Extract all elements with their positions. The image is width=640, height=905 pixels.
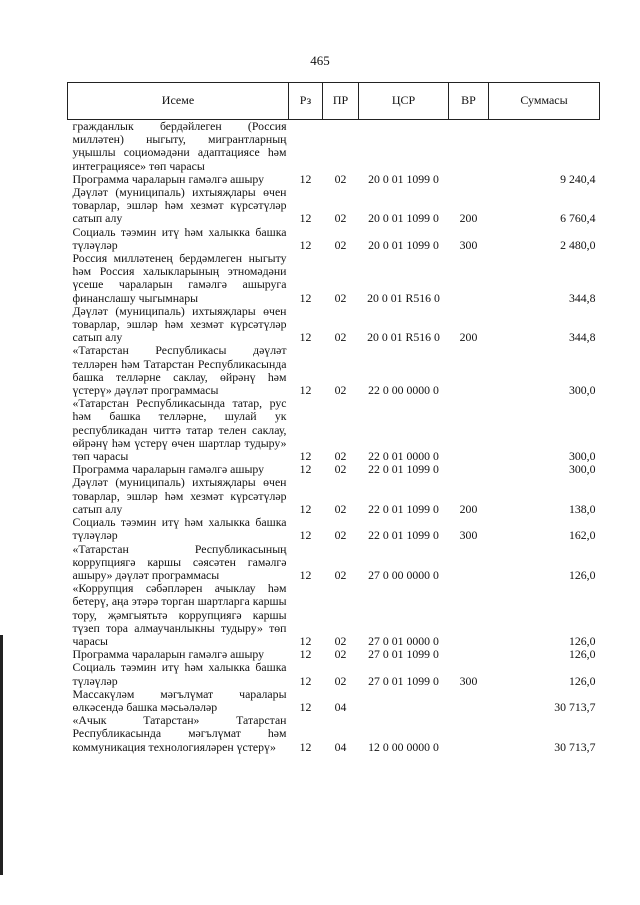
row-vr: 300 — [459, 237, 478, 252]
row-csr: 27 0 01 1099 0 — [368, 673, 439, 688]
row-pr: 02 — [334, 501, 347, 516]
row-rz: 12 — [299, 528, 312, 543]
row-csr — [359, 688, 449, 714]
row-name: «Коррупция сәбәпләрен ачыклау һәм бетерү, аңа этәрә торган шартларга каршы тору, җәмгыятьтә коррупциягә каршы түзеп тора алмаучанлыкны тудыру» төп чарасы — [72, 581, 287, 648]
row-vr — [449, 120, 489, 173]
row-csr: 22 0 00 0000 0 — [368, 383, 439, 398]
row-csr: 22 0 01 1099 0 — [368, 462, 439, 477]
header-name: Исеме — [68, 83, 289, 120]
row-pr: 02 — [334, 462, 347, 477]
table-row — [68, 252, 600, 305]
row-sum: 162,0 — [568, 528, 596, 543]
row-pr: 02 — [334, 290, 347, 305]
row-rz: 12 — [299, 383, 312, 398]
row-name: Социаль тәэмин итү һәм халыкка башка түләүләр — [72, 515, 287, 543]
header-sum: Суммасы — [489, 83, 600, 120]
row-csr: 20 0 01 1099 0 — [368, 237, 439, 252]
table-row — [68, 397, 600, 463]
row-sum: 6 760,4 — [560, 211, 596, 226]
table-row — [68, 688, 600, 714]
row-pr: 02 — [334, 673, 347, 688]
row-pr — [323, 120, 359, 173]
row-vr — [449, 397, 489, 463]
row-sum: 300,0 — [568, 449, 596, 464]
row-pr: 02 — [334, 330, 347, 345]
row-vr — [449, 582, 489, 648]
row-name: Программа чараларын гамәлгә ашыру — [72, 171, 265, 186]
table-row — [68, 186, 600, 226]
row-sum — [489, 120, 600, 173]
row-rz: 12 — [299, 633, 312, 648]
row-name: Массакүләм мәгълүмат чаралары өлкәсендә башка мәсьәләләр — [72, 686, 287, 714]
header-rz: Рз — [289, 83, 323, 120]
row-pr: 02 — [334, 171, 347, 186]
row-sum: 126,0 — [568, 567, 596, 582]
row-name: Программа чараларын гамәлгә ашыру — [72, 462, 265, 477]
header-csr: ЦСР — [359, 83, 449, 120]
row-name: Социаль тәэмин итү һәм халыкка башка түләүләр — [72, 224, 287, 252]
row-sum: 30 713,7 — [554, 699, 596, 714]
row-vr — [449, 714, 489, 754]
row-csr: 22 0 01 0000 0 — [368, 449, 439, 464]
row-rz: 12 — [299, 211, 312, 226]
row-name: Дәүләт (муниципаль) ихтыяҗлары өчен товарлар, эшләр һәм хезмәт күрсәтүләр сатып алу — [72, 475, 287, 516]
row-pr: 02 — [334, 567, 347, 582]
table-row — [68, 476, 600, 516]
row-sum: 300,0 — [568, 383, 596, 398]
row-vr — [449, 173, 489, 186]
row-rz: 12 — [299, 567, 312, 582]
row-pr: 02 — [334, 633, 347, 648]
row-sum: 126,0 — [568, 647, 596, 662]
row-csr: 20 0 01 1099 0 — [368, 171, 439, 186]
row-vr: 300 — [459, 673, 478, 688]
row-vr — [449, 648, 489, 661]
row-name: «Татарстан Республикасында татар, рус һәм башка телләрне, шулай ук республикадан читтә татар телен саклау, өйрәнү һәм үстерү өчен шартлар тудыру» төп чарасы — [72, 396, 287, 464]
row-sum: 30 713,7 — [554, 739, 596, 754]
row-vr — [449, 252, 489, 305]
row-name: «Татарстан Республикасының коррупциягә каршы сәясәтен гамәлгә ашыру» дәүләт программасы — [72, 541, 287, 582]
row-rz — [289, 120, 323, 173]
row-vr — [449, 543, 489, 583]
row-name: «Татарстан Республикасы дәүләт телләрен һәм Татарстан Республикасында башка телләрне саклау, өйрәнү һәм үстерү» дәүләт программасы — [72, 343, 287, 398]
row-rz: 12 — [299, 171, 312, 186]
row-pr: 04 — [334, 739, 347, 754]
table-row — [68, 582, 600, 648]
row-vr: 300 — [459, 528, 478, 543]
row-csr: 12 0 00 0000 0 — [368, 739, 439, 754]
row-vr — [449, 688, 489, 714]
row-rz: 12 — [299, 501, 312, 516]
table-header-row — [68, 83, 600, 120]
row-pr: 04 — [334, 699, 347, 714]
row-pr: 02 — [334, 383, 347, 398]
row-pr: 02 — [334, 237, 347, 252]
row-name: Россия милләтенең бердәмлеген ныгыту һәм Россия халыкларының этномәдәни үсеше чараларын гамәлгә ашыруга финанслашу чыгымнары — [72, 251, 287, 305]
row-rz: 12 — [299, 699, 312, 714]
row-csr: 27 0 00 0000 0 — [368, 567, 439, 582]
row-name: Дәүләт (муниципаль) ихтыяҗлары өчен товарлар, эшләр һәм хезмәт күрсәтүләр сатып алу — [72, 303, 287, 345]
row-rz: 12 — [299, 290, 312, 305]
row-rz: 12 — [299, 237, 312, 252]
row-vr: 200 — [459, 211, 478, 226]
row-sum: 126,0 — [568, 673, 596, 688]
budget-table — [67, 82, 600, 754]
page-number: 465 — [310, 53, 330, 68]
row-pr: 02 — [334, 528, 347, 543]
row-csr — [359, 120, 449, 173]
row-csr: 27 0 01 1099 0 — [368, 647, 439, 662]
table-row — [68, 661, 600, 687]
table-row — [68, 120, 600, 173]
row-pr: 02 — [334, 449, 347, 464]
row-rz: 12 — [299, 739, 312, 754]
table-row — [68, 305, 600, 345]
table-row — [68, 344, 600, 397]
row-csr: 22 0 01 1099 0 — [368, 528, 439, 543]
row-sum: 126,0 — [568, 633, 596, 648]
row-sum: 344,8 — [568, 290, 596, 305]
row-name: гражданлык бердәйлеген (Россия милләтен) ныгыту, мигрантларның уңышлы социомәдәни адаптациясе һәм интеграциясе» төп чарасы — [72, 119, 287, 173]
table-body — [68, 120, 600, 754]
row-name: Социаль тәэмин итү һәм халыкка башка түләүләр — [72, 660, 287, 688]
row-pr: 02 — [334, 647, 347, 662]
table-row — [68, 543, 600, 583]
row-sum: 138,0 — [568, 501, 596, 516]
row-csr: 27 0 01 0000 0 — [368, 633, 439, 648]
row-name: Дәүләт (муниципаль) ихтыяҗлары өчен товарлар, эшләр һәм хезмәт күрсәтүләр сатып алу — [72, 185, 287, 226]
row-csr: 22 0 01 1099 0 — [368, 501, 439, 516]
row-vr — [449, 463, 489, 476]
row-rz: 12 — [299, 462, 312, 477]
row-csr: 20 0 01 R516 0 — [367, 330, 440, 345]
row-name: «Ачык Татарстан» Татарстан Республикасында мәгълүмат һәм коммуникация технологияләрен үстерү» — [72, 713, 287, 754]
row-vr: 200 — [459, 501, 478, 516]
row-sum: 9 240,4 — [560, 171, 596, 186]
row-pr: 02 — [334, 211, 347, 226]
row-sum: 344,8 — [568, 330, 596, 345]
table-row — [68, 226, 600, 252]
row-vr: 200 — [459, 330, 478, 345]
row-rz: 12 — [299, 449, 312, 464]
row-rz: 12 — [299, 673, 312, 688]
header-vr: ВР — [449, 83, 489, 120]
row-csr: 20 0 01 1099 0 — [368, 211, 439, 226]
row-csr: 20 0 01 R516 0 — [367, 290, 440, 305]
row-sum: 2 480,0 — [560, 237, 596, 252]
row-vr — [449, 344, 489, 397]
row-rz: 12 — [299, 647, 312, 662]
table-row — [68, 714, 600, 754]
row-sum: 300,0 — [568, 462, 596, 477]
table-row — [68, 516, 600, 542]
row-rz: 12 — [299, 330, 312, 345]
scan-edge-mark — [0, 635, 3, 875]
header-pr: ПР — [323, 83, 359, 120]
row-name: Программа чараларын гамәлгә ашыру — [72, 647, 265, 662]
